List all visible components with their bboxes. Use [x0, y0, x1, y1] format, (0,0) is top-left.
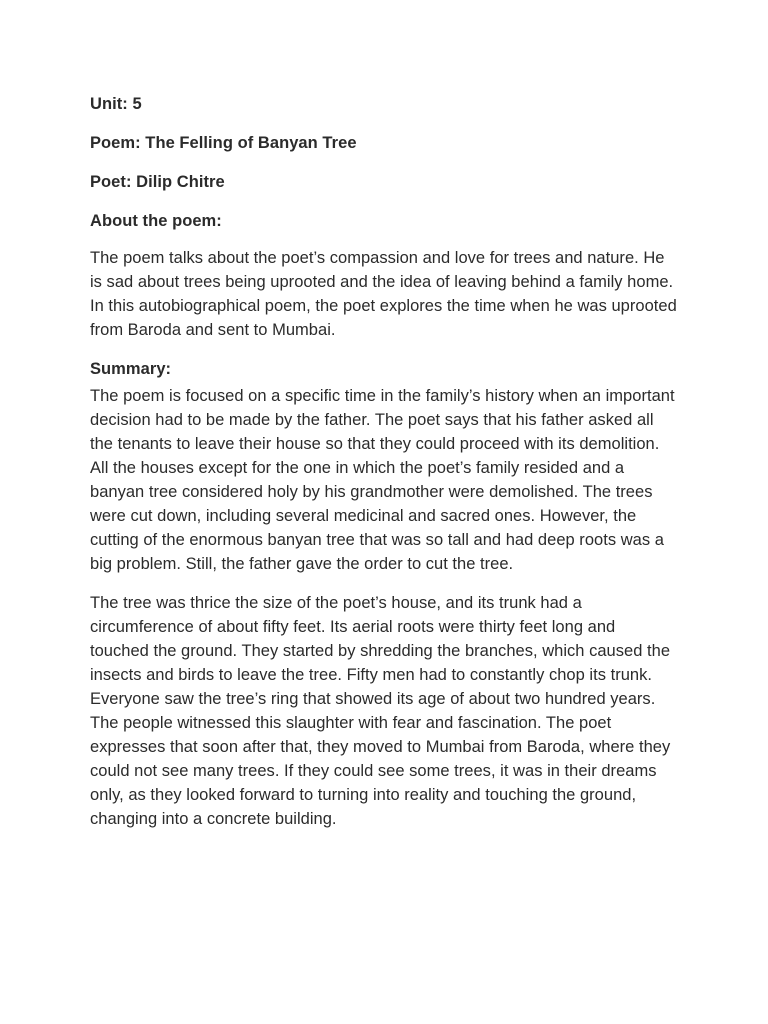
poem-title: Poem: The Felling of Banyan Tree	[90, 134, 357, 152]
poet-name: Poet: Dilip Chitre	[90, 173, 225, 191]
summary-paragraph-1: The poem is focused on a specific time in the family’s history when an important decision had to be made by the father. The poet says that his father asked all the tenants to leave their house so that they could proceed with its demolition. All the houses except for the one in which the poet’s family resided and a banyan tree considered holy by his grandmother were demolished. The trees were cut down, including several medicinal and sacred ones. However, the cutting of the enormous banyan tree that was so tall and had deep roots was a big problem. Still, the father gave the order to cut the tree.	[90, 387, 675, 573]
about-paragraph: The poem talks about the poet’s compassion and love for trees and nature. He is sad about trees being uprooted and the idea of leaving behind a family home. In this autobiographical poem, the poet explores the time when he was uprooted from Baroda and sent to Mumbai.	[90, 249, 677, 339]
about-heading: About the poem:	[90, 212, 222, 230]
summary-paragraph-2: The tree was thrice the size of the poet’s house, and its trunk had a circumference of about fifty feet. Its aerial roots were thirty feet long and touched the ground. They started by shredding the branches, which caused the insects and birds to leave the tree. Fifty men had to constantly chop its trunk. Everyone saw the tree’s ring that showed its age of about two hundred years. The people witnessed this slaughter with fear and fascination. The poet expresses that soon after that, they moved to Mumbai from Baroda, where they could not see many trees. If they could see some trees, it was in their dreams only, as they looked forward to turning into reality and touching the ground, changing into a concrete building.	[90, 594, 671, 828]
unit-label: Unit: 5	[90, 95, 142, 113]
summary-heading: Summary:	[90, 360, 172, 378]
